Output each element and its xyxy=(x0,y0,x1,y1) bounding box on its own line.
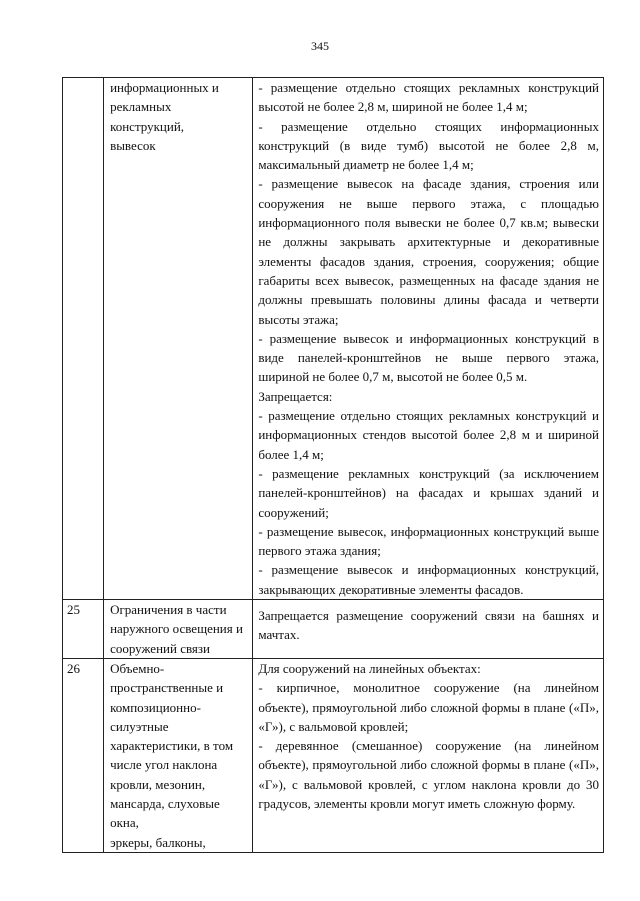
name-line: наружного освещения и xyxy=(110,621,243,637)
name-line: пространственные и xyxy=(110,680,224,696)
description-paragraph: Для сооружений на линейных объектах: xyxy=(258,660,481,676)
page-number: 345 xyxy=(311,39,329,53)
regulations-table xyxy=(62,77,604,853)
row-description-cell xyxy=(253,658,604,852)
name-line: Ограничения в части xyxy=(110,602,227,618)
description-paragraph: Запрещается: xyxy=(258,388,333,404)
name-line: кровли, мезонин, xyxy=(110,776,206,792)
row-number-cell: 26 xyxy=(63,658,104,852)
row-name-cell xyxy=(104,78,253,600)
name-line: Объемно- xyxy=(110,660,165,676)
description-paragraph: - размещение отдельно стоящих информационных конструкций (в виде тумб) высотой не более 2,8 м, максимальный диаметр не более 1,4 м; xyxy=(258,118,599,173)
description-paragraph: - размещение вывесок и информационных конструкций в виде панелей-кронштейнов не выше первого этажа, шириной не более 0,7 м, высотой не более 0,5 м. xyxy=(258,330,599,385)
table-row xyxy=(63,658,604,852)
name-line: информационных и xyxy=(110,80,219,95)
name-line: эркеры, балконы, xyxy=(110,834,206,850)
table-body xyxy=(63,78,604,853)
table-row xyxy=(63,600,604,659)
description-paragraph: Запрещается размещение сооружений связи на башнях и мачтах. xyxy=(258,608,599,643)
name-line: композиционно- xyxy=(110,699,201,715)
row-number-cell: 25 xyxy=(63,600,104,659)
name-line: числе угол наклона xyxy=(110,757,218,773)
name-line: сооружений связи xyxy=(110,640,210,656)
description-paragraph: - размещение отдельно стоящих рекламных конструкций высотой не более 2,8 м, шириной не более 1,4 м; xyxy=(258,80,599,115)
description-paragraph: - размещение вывесок, информационных конструкций выше первого этажа здания; xyxy=(258,523,599,559)
row-name-cell xyxy=(104,600,253,659)
name-line: силуэтные xyxy=(110,718,169,734)
description-paragraph: - кирпичное, монолитное сооружение (на линейном объекте), прямоугольной либо сложной формы в плане («П», «Г»), с вальмовой кровлей; xyxy=(258,680,599,734)
row-description-cell xyxy=(253,78,604,600)
description-paragraph: - размещение отдельно стоящих рекламных конструкций и информационных стендов высотой более 2,8 м и шириной более 1,4 м; xyxy=(258,408,599,462)
description-paragraph: - размещение вывесок на фасаде здания, строения или сооружения не выше первого этажа, с площадью информационного поля вывески не более 0,7 кв.м; вывески не должны закрывать архитектурные и декоративные элементы фасадов здания, строения, сооружения; общие габариты всех вывесок, размещенных на фасаде здания не должны превышать половины длины фасада и четверти высоты этажа; xyxy=(258,176,599,327)
description-paragraph: - размещение рекламных конструкций (за исключением панелей-кронштейнов) на фасадах и крышах зданий и сооружений; xyxy=(258,465,599,520)
description-paragraph: - деревянное (смешанное) сооружение (на линейном объекте), прямоугольной либо сложной формы в плане («П», «Г»), с вальмовой кровлей, с углом наклона кровли до 30 градусов, элементы кровли могут иметь сложную форму. xyxy=(258,738,599,811)
table-row xyxy=(63,78,604,600)
name-line: вывесок xyxy=(110,137,156,153)
row-description-cell xyxy=(253,600,604,659)
description-paragraph: - размещение вывесок и информационных конструкций, закрывающих декоративные элементы фасадов. xyxy=(258,562,599,597)
name-line: рекламных конструкций, xyxy=(110,99,185,134)
name-line: характеристики, в том xyxy=(110,738,234,754)
row-number-cell xyxy=(63,78,104,600)
row-name-cell xyxy=(104,658,253,852)
name-line: мансарда, слуховые окна, xyxy=(110,795,220,831)
